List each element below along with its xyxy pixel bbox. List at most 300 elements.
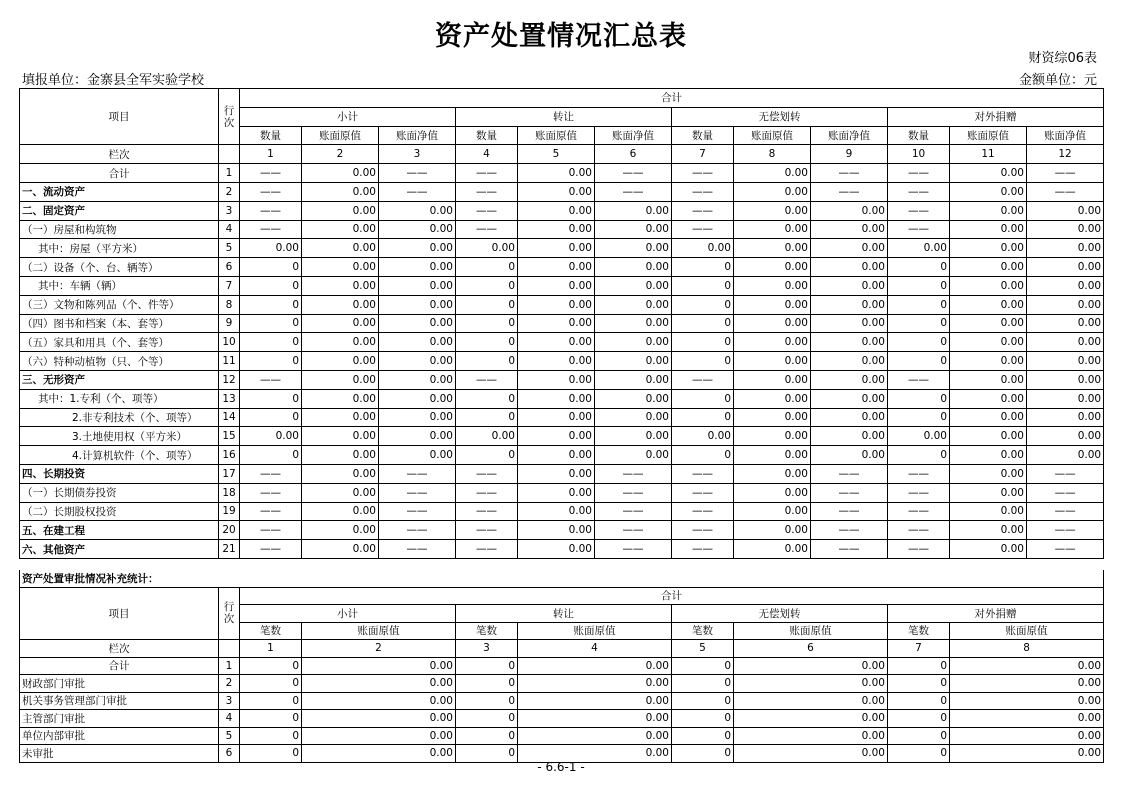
- cell-value: ——: [595, 483, 672, 502]
- cell-value: 0.00: [950, 745, 1104, 763]
- cell-value: 0.00: [379, 408, 456, 427]
- cell-value: 0: [456, 258, 518, 277]
- cell-value: 0.00: [379, 370, 456, 389]
- cell-value: 0.00: [302, 164, 379, 183]
- cell-value: 0.00: [811, 258, 888, 277]
- row-label: （四）图书和档案（本、套等）: [20, 314, 219, 333]
- cell-value: 0.00: [302, 521, 379, 540]
- row-label: 机关事务管理部门审批: [20, 692, 219, 710]
- cell-value: 0.00: [950, 276, 1027, 295]
- cell-value: 0.00: [811, 314, 888, 333]
- table-row: [20, 389, 1104, 408]
- cell-value: ——: [672, 521, 734, 540]
- cell-value: 0.00: [518, 258, 595, 277]
- cell-value: 0.00: [302, 370, 379, 389]
- cell-value: 0: [888, 389, 950, 408]
- table-row: [20, 483, 1104, 502]
- cell-value: ——: [888, 521, 950, 540]
- cell-value: 0: [240, 745, 302, 763]
- column-number: 3: [379, 145, 456, 164]
- cell-value: ——: [240, 182, 302, 201]
- cell-value: 0.00: [1027, 333, 1104, 352]
- row-label: 2.非专利技术（个、项等）: [20, 408, 219, 427]
- row-line-number: 17: [219, 464, 240, 483]
- cell-value: 0.00: [811, 427, 888, 446]
- cell-value: 0.00: [734, 164, 811, 183]
- row-label: 其中：车辆（辆）: [20, 276, 219, 295]
- cell-value: 0: [456, 692, 518, 710]
- cell-value: 0.00: [1027, 201, 1104, 220]
- sub-header: 数量: [240, 126, 302, 145]
- cell-value: 0.00: [518, 276, 595, 295]
- row-label: 六、其他资产: [20, 540, 219, 559]
- cell-value: 0: [672, 389, 734, 408]
- cell-value: 0.00: [379, 446, 456, 465]
- cell-value: 0.00: [734, 483, 811, 502]
- cell-value: 0: [888, 446, 950, 465]
- row-label: （二）长期股权投资: [20, 502, 219, 521]
- cell-value: 0.00: [950, 408, 1027, 427]
- cell-value: 0.00: [302, 727, 456, 745]
- cell-value: 0.00: [518, 727, 672, 745]
- cell-value: ——: [672, 201, 734, 220]
- cell-value: 0: [888, 408, 950, 427]
- cell-value: 0: [240, 710, 302, 728]
- cell-value: 0: [888, 657, 950, 675]
- table-row: [20, 502, 1104, 521]
- supplement-title: 资产处置审批情况补充统计：: [20, 570, 1104, 587]
- cell-value: 0.00: [811, 201, 888, 220]
- cell-value: ——: [379, 182, 456, 201]
- cell-value: 0: [888, 258, 950, 277]
- cell-value: ——: [1027, 164, 1104, 183]
- cell-value: 0.00: [1027, 314, 1104, 333]
- column-number: 2: [302, 145, 379, 164]
- sub-header: 账面原值: [734, 622, 888, 640]
- row-label: 其中：1.专利（个、项等）: [20, 389, 219, 408]
- cell-value: 0.00: [518, 521, 595, 540]
- cell-value: 0.00: [302, 710, 456, 728]
- page-title: 资产处置情况汇总表: [435, 21, 687, 52]
- cell-value: 0: [672, 675, 734, 693]
- cell-value: 0: [672, 276, 734, 295]
- cell-value: ——: [240, 201, 302, 220]
- row-label: （二）设备（个、台、辆等）: [20, 258, 219, 277]
- cell-value: 0.00: [950, 239, 1027, 258]
- table-row: [20, 201, 1104, 220]
- cell-value: 0.00: [1027, 220, 1104, 239]
- cell-value: 0.00: [518, 464, 595, 483]
- cell-value: ——: [811, 502, 888, 521]
- column-number: 5: [672, 640, 734, 658]
- unit-row: [22, 69, 1097, 87]
- cell-value: 0.00: [734, 692, 888, 710]
- cell-value: ——: [1027, 540, 1104, 559]
- cell-value: 0: [456, 675, 518, 693]
- cell-value: 0.00: [302, 427, 379, 446]
- cell-value: 0.00: [518, 333, 595, 352]
- cell-value: 0.00: [734, 389, 811, 408]
- cell-value: 0.00: [518, 314, 595, 333]
- cell-value: ——: [811, 182, 888, 201]
- cell-value: 0.00: [302, 502, 379, 521]
- row-label: 财政部门审批: [20, 675, 219, 693]
- cell-value: ——: [888, 182, 950, 201]
- cell-value: 0: [240, 446, 302, 465]
- cell-value: 0.00: [302, 333, 379, 352]
- row-label: 4.计算机软件（个、项等）: [20, 446, 219, 465]
- cell-value: ——: [240, 540, 302, 559]
- cell-value: ——: [811, 164, 888, 183]
- cell-value: 0: [240, 276, 302, 295]
- cell-value: 0.00: [734, 220, 811, 239]
- column-number: 7: [672, 145, 734, 164]
- table-row: [20, 446, 1104, 465]
- asset-disposal-table: [19, 88, 1104, 559]
- cell-value: ——: [1027, 502, 1104, 521]
- cell-value: 0.00: [734, 370, 811, 389]
- header-line: 行次: [219, 89, 240, 145]
- cell-value: ——: [595, 164, 672, 183]
- cell-value: ——: [811, 464, 888, 483]
- row-line-number: 14: [219, 408, 240, 427]
- cell-value: 0.00: [734, 258, 811, 277]
- cell-value: ——: [456, 220, 518, 239]
- table-row: [20, 276, 1104, 295]
- cell-value: 0.00: [1027, 370, 1104, 389]
- cell-value: 0.00: [302, 220, 379, 239]
- row-label: 合计: [20, 164, 219, 183]
- cell-value: ——: [379, 521, 456, 540]
- column-number: 7: [888, 640, 950, 658]
- cell-value: ——: [595, 540, 672, 559]
- column-number: 1: [240, 145, 302, 164]
- cell-value: 0: [672, 408, 734, 427]
- sub-header: 账面净值: [595, 126, 672, 145]
- cell-value: 0.00: [1027, 239, 1104, 258]
- cell-value: 0.00: [734, 464, 811, 483]
- row-label: （六）特种动植物（只、个等）: [20, 352, 219, 371]
- row-label: （五）家具和用具（个、套等）: [20, 333, 219, 352]
- row-line-number: 19: [219, 502, 240, 521]
- cell-value: 0.00: [240, 239, 302, 258]
- sub-header: 账面原值: [518, 126, 595, 145]
- cell-value: 0.00: [595, 239, 672, 258]
- row-line-number: 8: [219, 295, 240, 314]
- cell-value: 0.00: [379, 352, 456, 371]
- sub-header: 账面净值: [1027, 126, 1104, 145]
- cell-value: ——: [456, 164, 518, 183]
- table-row: [20, 295, 1104, 314]
- cell-value: 0.00: [734, 314, 811, 333]
- row-label: （一）长期债券投资: [20, 483, 219, 502]
- form-code: 财资综06表: [1028, 51, 1097, 66]
- cell-value: 0.00: [950, 220, 1027, 239]
- cell-value: 0.00: [595, 258, 672, 277]
- cell-value: 0: [456, 333, 518, 352]
- cell-value: ——: [595, 502, 672, 521]
- column-number: 8: [950, 640, 1104, 658]
- row-line-number: 6: [219, 258, 240, 277]
- cell-value: 0: [456, 389, 518, 408]
- row-line-number: 5: [219, 239, 240, 258]
- column-number: 2: [302, 640, 456, 658]
- cell-value: 0.00: [811, 276, 888, 295]
- row-label: 3.土地使用权（平方米）: [20, 427, 219, 446]
- cell-value: 0: [672, 258, 734, 277]
- cell-value: 0.00: [734, 408, 811, 427]
- cell-value: ——: [595, 464, 672, 483]
- cell-value: ——: [672, 164, 734, 183]
- cell-value: ——: [888, 201, 950, 220]
- cell-value: 0.00: [379, 201, 456, 220]
- cell-value: 0: [240, 727, 302, 745]
- cell-value: 0: [888, 352, 950, 371]
- row-label: 合计: [20, 657, 219, 675]
- sub-header: 账面原值: [518, 622, 672, 640]
- table-row: [20, 427, 1104, 446]
- cell-value: 0: [888, 333, 950, 352]
- cell-value: 0.00: [734, 502, 811, 521]
- row-line-number: 18: [219, 483, 240, 502]
- row-label: 四、长期投资: [20, 464, 219, 483]
- cell-value: 0.00: [518, 201, 595, 220]
- row-label: 单位内部审批: [20, 727, 219, 745]
- cell-value: 0.00: [734, 446, 811, 465]
- cell-value: ——: [1027, 182, 1104, 201]
- cell-value: 0.00: [950, 295, 1027, 314]
- cell-value: 0.00: [518, 710, 672, 728]
- cell-value: ——: [240, 502, 302, 521]
- cell-value: 0.00: [302, 692, 456, 710]
- cell-value: 0.00: [734, 182, 811, 201]
- cell-value: 0.00: [672, 239, 734, 258]
- cell-value: ——: [240, 464, 302, 483]
- header-item-2: 项目: [20, 587, 219, 640]
- cell-value: 0.00: [302, 464, 379, 483]
- cell-value: ——: [456, 370, 518, 389]
- group-header: 转让: [456, 107, 672, 126]
- cell-value: 0.00: [1027, 446, 1104, 465]
- cell-value: 0.00: [1027, 258, 1104, 277]
- sub-header: 账面原值: [302, 126, 379, 145]
- cell-value: 0.00: [302, 258, 379, 277]
- cell-value: 0.00: [950, 710, 1104, 728]
- cell-value: 0: [888, 710, 950, 728]
- lanci-empty: [219, 640, 240, 658]
- cell-value: 0.00: [950, 727, 1104, 745]
- cell-value: 0: [240, 675, 302, 693]
- cell-value: 0: [456, 710, 518, 728]
- cell-value: 0.00: [734, 727, 888, 745]
- cell-value: 0.00: [950, 502, 1027, 521]
- sub-header: 账面净值: [811, 126, 888, 145]
- cell-value: 0.00: [950, 483, 1027, 502]
- cell-value: 0.00: [379, 314, 456, 333]
- cell-value: ——: [456, 464, 518, 483]
- row-line-number: 9: [219, 314, 240, 333]
- row-label: 一、流动资产: [20, 182, 219, 201]
- cell-value: 0.00: [811, 295, 888, 314]
- cell-value: 0.00: [811, 333, 888, 352]
- cell-value: 0.00: [302, 408, 379, 427]
- cell-value: 0.00: [734, 745, 888, 763]
- cell-value: ——: [1027, 464, 1104, 483]
- cell-value: 0.00: [518, 483, 595, 502]
- sub-header: 数量: [456, 126, 518, 145]
- approval-supplement-table: [19, 570, 1104, 763]
- sub-header: 数量: [888, 126, 950, 145]
- amount-unit: 金额单位：元: [1018, 73, 1097, 88]
- cell-value: ——: [888, 540, 950, 559]
- cell-value: 0: [240, 692, 302, 710]
- cell-value: 0.00: [518, 657, 672, 675]
- cell-value: ——: [672, 502, 734, 521]
- cell-value: 0.00: [950, 657, 1104, 675]
- cell-value: 0: [672, 352, 734, 371]
- cell-value: 0.00: [734, 295, 811, 314]
- cell-value: ——: [888, 370, 950, 389]
- cell-value: 0.00: [595, 314, 672, 333]
- table-row: [20, 370, 1104, 389]
- cell-value: 0.00: [595, 370, 672, 389]
- table-row: [20, 657, 1104, 675]
- cell-value: 0.00: [379, 276, 456, 295]
- cell-value: 0: [456, 745, 518, 763]
- row-line-number: 2: [219, 675, 240, 693]
- cell-value: 0.00: [734, 675, 888, 693]
- cell-value: 0.00: [302, 446, 379, 465]
- cell-value: 0: [456, 657, 518, 675]
- cell-value: 0.00: [811, 220, 888, 239]
- cell-value: 0.00: [1027, 276, 1104, 295]
- cell-value: 0.00: [1027, 352, 1104, 371]
- cell-value: 0.00: [950, 389, 1027, 408]
- group-header: 转让: [456, 605, 672, 623]
- cell-value: 0.00: [518, 389, 595, 408]
- row-label: 五、在建工程: [20, 521, 219, 540]
- group-header: 小计: [240, 107, 456, 126]
- cell-value: 0.00: [302, 657, 456, 675]
- cell-value: 0.00: [456, 427, 518, 446]
- table-row: [20, 220, 1104, 239]
- cell-value: 0: [672, 657, 734, 675]
- cell-value: 0.00: [734, 333, 811, 352]
- column-number: 5: [518, 145, 595, 164]
- cell-value: 0: [240, 657, 302, 675]
- cell-value: ——: [672, 370, 734, 389]
- row-label: 其中：房屋（平方米）: [20, 239, 219, 258]
- cell-value: 0.00: [950, 540, 1027, 559]
- cell-value: 0.00: [811, 408, 888, 427]
- table-row: [20, 352, 1104, 371]
- column-number: 11: [950, 145, 1027, 164]
- cell-value: ——: [1027, 521, 1104, 540]
- cell-value: ——: [672, 464, 734, 483]
- lanci-label: 栏次: [20, 640, 219, 658]
- cell-value: 0.00: [379, 333, 456, 352]
- row-line-number: 3: [219, 692, 240, 710]
- cell-value: 0.00: [950, 201, 1027, 220]
- cell-value: 0.00: [950, 675, 1104, 693]
- cell-value: ——: [379, 164, 456, 183]
- cell-value: 0.00: [950, 164, 1027, 183]
- group-header: 对外捐赠: [888, 605, 1104, 623]
- row-label: （一）房屋和构筑物: [20, 220, 219, 239]
- cell-value: 0.00: [302, 295, 379, 314]
- cell-value: 0.00: [950, 692, 1104, 710]
- cell-value: 0: [240, 258, 302, 277]
- table-row: [20, 675, 1104, 693]
- cell-value: 0.00: [302, 201, 379, 220]
- cell-value: 0: [240, 295, 302, 314]
- column-number: 10: [888, 145, 950, 164]
- cell-value: ——: [888, 483, 950, 502]
- cell-value: ——: [240, 164, 302, 183]
- cell-value: 0.00: [518, 408, 595, 427]
- row-line-number: 15: [219, 427, 240, 446]
- sub-header: 笔数: [456, 622, 518, 640]
- column-number: 8: [734, 145, 811, 164]
- cell-value: 0.00: [888, 239, 950, 258]
- cell-value: ——: [811, 521, 888, 540]
- group-header: 小计: [240, 605, 456, 623]
- cell-value: 0: [888, 727, 950, 745]
- cell-value: 0.00: [518, 446, 595, 465]
- cell-value: ——: [379, 540, 456, 559]
- cell-value: 0: [672, 295, 734, 314]
- cell-value: 0: [240, 389, 302, 408]
- table-row: [20, 164, 1104, 183]
- cell-value: 0: [456, 276, 518, 295]
- row-label: 二、固定资产: [20, 201, 219, 220]
- cell-value: 0.00: [518, 352, 595, 371]
- cell-value: ——: [672, 540, 734, 559]
- cell-value: ——: [456, 483, 518, 502]
- cell-value: ——: [595, 521, 672, 540]
- cell-value: 0.00: [302, 314, 379, 333]
- cell-value: 0: [672, 333, 734, 352]
- cell-value: ——: [1027, 483, 1104, 502]
- group-header: 无偿划转: [672, 107, 888, 126]
- cell-value: ——: [888, 502, 950, 521]
- row-line-number: 5: [219, 727, 240, 745]
- cell-value: 0.00: [734, 427, 811, 446]
- cell-value: 0: [672, 446, 734, 465]
- cell-value: ——: [811, 483, 888, 502]
- cell-value: 0.00: [302, 483, 379, 502]
- cell-value: ——: [456, 182, 518, 201]
- cell-value: 0.00: [379, 258, 456, 277]
- cell-value: 0.00: [950, 521, 1027, 540]
- cell-value: 0: [240, 333, 302, 352]
- sub-header: 数量: [672, 126, 734, 145]
- cell-value: 0.00: [302, 745, 456, 763]
- sub-header: 笔数: [240, 622, 302, 640]
- cell-value: ——: [240, 220, 302, 239]
- table-row: [20, 710, 1104, 728]
- table-row: [20, 333, 1104, 352]
- table-row: [20, 727, 1104, 745]
- cell-value: 0.00: [1027, 295, 1104, 314]
- cell-value: 0: [888, 276, 950, 295]
- cell-value: ——: [379, 483, 456, 502]
- table-row: [20, 314, 1104, 333]
- row-line-number: 10: [219, 333, 240, 352]
- row-label: 三、无形资产: [20, 370, 219, 389]
- table-row: [20, 464, 1104, 483]
- sub-header: 账面净值: [379, 126, 456, 145]
